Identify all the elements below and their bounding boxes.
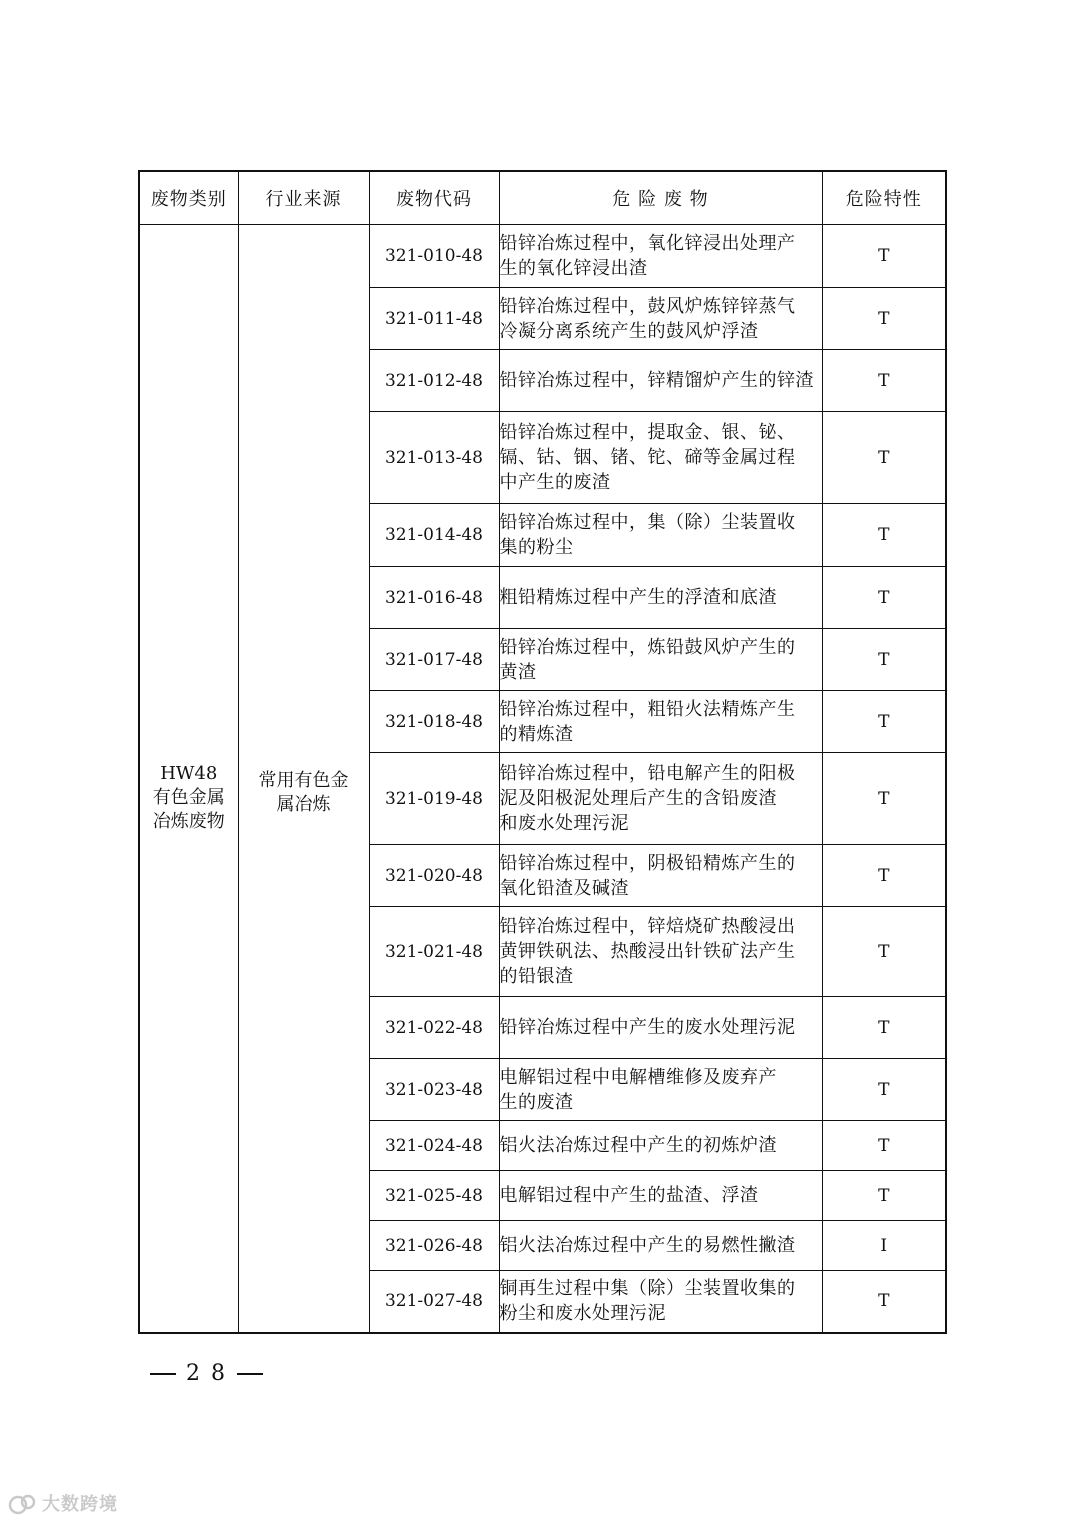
waste-description-line: 冷凝分离系统产生的鼓风炉浮渣 — [499, 320, 759, 342]
waste-description-cell — [499, 629, 822, 691]
waste-description-line: 镉、钴、铟、锗、铊、碲等金属过程 — [499, 447, 796, 468]
waste-code-cell: 321-023-48 — [369, 1059, 499, 1121]
header-industry-source: 行业来源 — [238, 171, 369, 225]
waste-description-line: 泥及阳极泥处理后产生的含铅废渣 — [499, 788, 777, 809]
waste-code-cell: 321-027-48 — [369, 1271, 499, 1333]
waste-description-line: 集的粉尘 — [499, 537, 574, 558]
waste-description-line: 铝火法冶炼过程中产生的初炼炉渣 — [499, 1135, 777, 1156]
hazard-property-cell: T — [822, 504, 946, 567]
hazard-property-cell: T — [822, 412, 946, 504]
waste-description-cell — [499, 567, 822, 629]
waste-description-line: 电解铝过程中产生的盐渣、浮渣 — [499, 1185, 759, 1206]
hazard-property-cell: T — [822, 1271, 946, 1333]
waste-code-cell: 321-010-48 — [369, 225, 499, 288]
hazard-property-cell: T — [822, 1171, 946, 1221]
waste-description-line: 生的氧化锌浸出渣 — [499, 258, 648, 279]
waste-code-cell: 321-011-48 — [369, 288, 499, 350]
waste-category-line: 有色金属 — [152, 787, 225, 809]
hazard-property-cell: T — [822, 1059, 946, 1121]
industry-source-line: 常用有色金 — [258, 770, 349, 792]
waste-code-cell: 321-021-48 — [369, 907, 499, 997]
industry-source-cell — [238, 225, 369, 1333]
waste-description-line: 铅锌冶炼过程中，锌精馏炉产生的锌渣 — [499, 370, 814, 391]
waste-description-cell — [499, 504, 822, 567]
waste-description-line: 铅锌冶炼过程中，铅电解产生的阳极 — [499, 763, 796, 784]
waste-description-line: 氧化铅渣及碱渣 — [499, 877, 629, 899]
hazard-property-cell: T — [822, 225, 946, 288]
waste-description-line: 生的废渣 — [499, 1091, 574, 1113]
waste-description-line: 铅锌冶炼过程中，锌焙烧矿热酸浸出 — [499, 916, 796, 937]
waste-description-line: 和废水处理污泥 — [499, 813, 629, 834]
hazard-property-cell: T — [822, 1121, 946, 1171]
waste-description-line: 铜再生过程中集（除）尘装置收集的 — [499, 1278, 796, 1300]
table-header-row — [139, 171, 946, 225]
hazard-property-cell: T — [822, 997, 946, 1059]
waste-code-cell: 321-025-48 — [369, 1171, 499, 1221]
waste-description-line: 铅锌冶炼过程中，鼓风炉炼锌锌蒸气 — [499, 295, 796, 317]
waste-code-cell: 321-016-48 — [369, 567, 499, 629]
page-number: 2 8 — [140, 1361, 273, 1386]
waste-description-line: 粉尘和废水处理污泥 — [499, 1303, 666, 1325]
waste-description-cell — [499, 350, 822, 412]
header-waste-code: 废物代码 — [369, 171, 499, 225]
waste-code-cell: 321-019-48 — [369, 753, 499, 845]
header-hazard-property: 危险特性 — [822, 171, 946, 225]
hazardous-waste-table — [138, 170, 947, 1334]
waste-code-cell: 321-014-48 — [369, 504, 499, 567]
waste-description-line: 中产生的废渣 — [499, 472, 611, 493]
waste-description-cell — [499, 907, 822, 997]
waste-description-cell — [499, 412, 822, 504]
hazard-property-cell: T — [822, 753, 946, 845]
waste-code-cell: 321-018-48 — [369, 691, 499, 753]
waste-description-line: 铅锌冶炼过程中，炼铅鼓风炉产生的 — [499, 636, 796, 658]
waste-code-cell: 321-024-48 — [369, 1121, 499, 1171]
waste-description-cell — [499, 691, 822, 753]
hazard-property-cell: T — [822, 350, 946, 412]
waste-description-cell — [499, 1271, 822, 1333]
waste-description-line: 铅锌冶炼过程中，集（除）尘装置收 — [499, 512, 796, 533]
hazard-property-cell: T — [822, 845, 946, 907]
waste-description-cell — [499, 225, 822, 288]
waste-description-line: 铅锌冶炼过程中，提取金、银、铋、 — [499, 422, 796, 443]
waste-category-line: HW48 — [160, 763, 218, 785]
waste-description-cell — [499, 1121, 822, 1171]
waste-description-line: 铝火法冶炼过程中产生的易燃性撇渣 — [499, 1235, 796, 1256]
waste-description-cell — [499, 1171, 822, 1221]
watermark: 大数跨境 — [8, 1490, 118, 1517]
hazard-property-cell: T — [822, 907, 946, 997]
industry-source-line: 属冶炼 — [276, 794, 331, 816]
waste-category-line: 冶炼废物 — [152, 811, 225, 833]
header-hazardous-waste: 危 险 废 物 — [499, 171, 822, 225]
table-row — [139, 225, 946, 288]
waste-description-line: 的铅银渣 — [499, 966, 574, 987]
waste-description-cell — [499, 997, 822, 1059]
waste-description-line: 的精炼渣 — [499, 723, 574, 745]
waste-code-cell: 321-020-48 — [369, 845, 499, 907]
watermark-logo-icon — [8, 1493, 38, 1517]
waste-description-cell — [499, 753, 822, 845]
waste-code-cell: 321-012-48 — [369, 350, 499, 412]
waste-description-cell — [499, 1221, 822, 1271]
header-waste-category: 废物类别 — [139, 171, 238, 225]
waste-description-cell — [499, 288, 822, 350]
waste-code-cell: 321-022-48 — [369, 997, 499, 1059]
waste-category-cell — [139, 225, 238, 1333]
waste-code-cell: 321-013-48 — [369, 412, 499, 504]
waste-description-cell — [499, 845, 822, 907]
waste-description-line: 电解铝过程中电解槽维修及废弃产 — [499, 1066, 777, 1088]
waste-description-line: 铅锌冶炼过程中，氧化锌浸出处理产 — [499, 233, 796, 254]
hazard-property-cell: T — [822, 567, 946, 629]
waste-description-line: 黄钾铁矾法、热酸浸出针铁矿法产生 — [499, 941, 796, 962]
waste-description-line: 铅锌冶炼过程中，阴极铅精炼产生的 — [499, 852, 796, 874]
waste-description-line: 铅锌冶炼过程中产生的废水处理污泥 — [499, 1017, 796, 1038]
hazard-property-cell: T — [822, 629, 946, 691]
waste-description-line: 粗铅精炼过程中产生的浮渣和底渣 — [499, 587, 777, 608]
waste-code-cell: 321-026-48 — [369, 1221, 499, 1271]
hazard-property-cell: I — [822, 1221, 946, 1271]
waste-code-cell: 321-017-48 — [369, 629, 499, 691]
hazard-property-cell: T — [822, 691, 946, 753]
waste-description-cell — [499, 1059, 822, 1121]
hazard-property-cell: T — [822, 288, 946, 350]
waste-description-line: 黄渣 — [499, 661, 537, 683]
waste-description-line: 铅锌冶炼过程中，粗铅火法精炼产生 — [499, 698, 796, 720]
